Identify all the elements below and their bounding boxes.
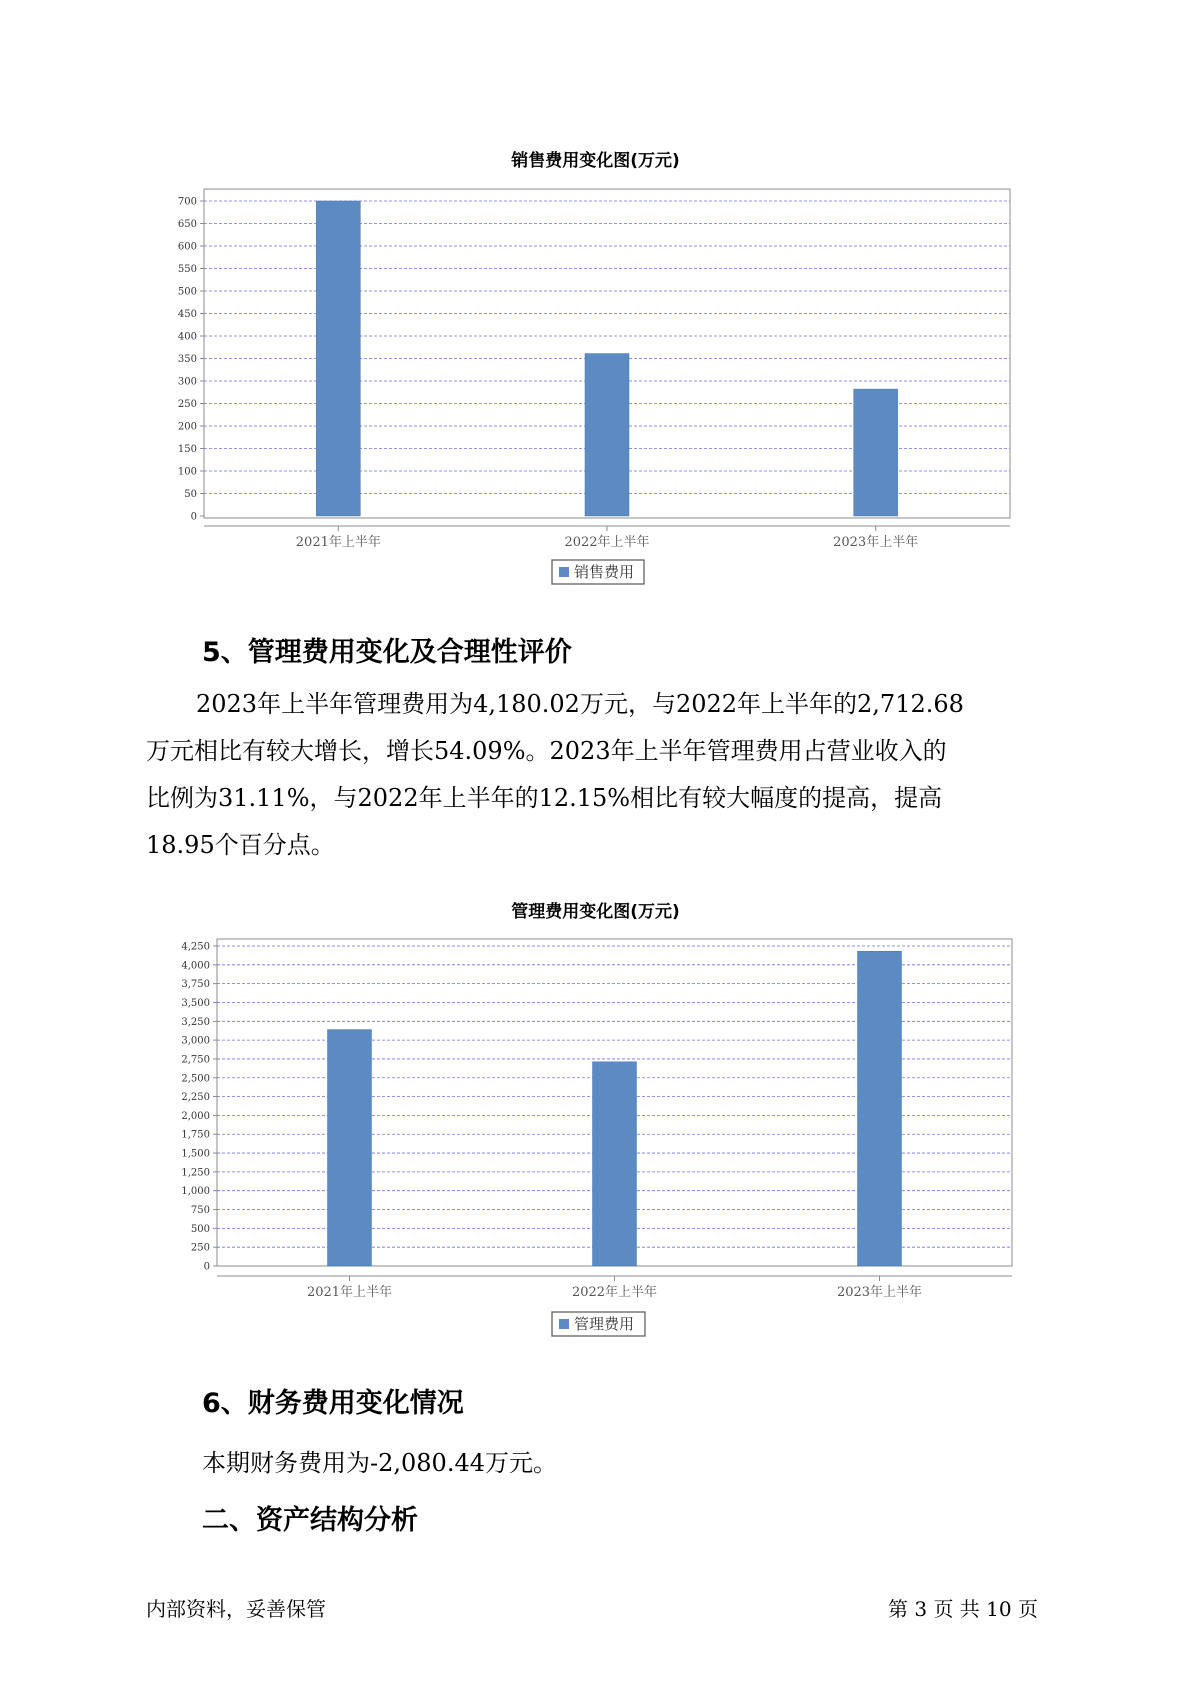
x-tick-label: 2022年上半年 xyxy=(564,535,650,550)
y-tick-label: 3,250 xyxy=(181,1016,210,1028)
paragraph-line: 18.95个百分点。 xyxy=(146,831,335,859)
section-6-text: 本期财务费用为-2,080.44万元。 xyxy=(202,1449,557,1477)
y-tick-label: 550 xyxy=(177,264,197,275)
footer-page-number: 第 3 页 共 10 页 xyxy=(888,1597,1038,1621)
y-tick-label: 1,750 xyxy=(181,1129,210,1141)
chart-title-admin-expense: 管理费用变化图(万元) xyxy=(511,902,680,922)
y-tick-label: 4,000 xyxy=(181,960,210,972)
chart-title-sales-expense: 销售费用变化图(万元) xyxy=(511,151,680,171)
y-tick-label: 150 xyxy=(177,444,197,455)
y-tick-label: 3,000 xyxy=(181,1035,210,1047)
y-tick-label: 250 xyxy=(177,399,197,410)
y-tick-label: 500 xyxy=(190,1223,210,1235)
footer-note: 内部资料，妥善保管 xyxy=(146,1597,326,1621)
y-tick-label: 3,500 xyxy=(181,997,210,1009)
y-tick-label: 100 xyxy=(177,466,197,478)
bar xyxy=(328,1030,372,1266)
x-tick-label: 2021年上半年 xyxy=(306,1285,393,1300)
y-tick-label: 350 xyxy=(177,354,197,365)
legend-label: 销售费用 xyxy=(574,563,635,581)
paragraph-line: 万元相比有较大增长，增长54.09%。2023年上半年管理费用占营业收入的 xyxy=(146,737,947,765)
y-tick-label: 750 xyxy=(190,1205,210,1217)
legend-swatch xyxy=(559,1319,569,1329)
x-tick-label: 2023年上半年 xyxy=(836,1285,923,1300)
y-tick-label: 3,750 xyxy=(181,979,210,991)
y-tick-label: 500 xyxy=(177,286,197,298)
y-tick-label: 2,500 xyxy=(181,1073,210,1085)
section-two-heading: 二、资产结构分析 xyxy=(202,1505,418,1536)
y-tick-label: 250 xyxy=(190,1242,210,1254)
legend-label: 管理费用 xyxy=(574,1315,635,1333)
y-tick-label: 50 xyxy=(184,489,197,500)
x-tick-label: 2022年上半年 xyxy=(571,1285,658,1300)
y-tick-label: 2,250 xyxy=(181,1092,210,1104)
y-tick-label: 600 xyxy=(177,241,197,253)
section-6-heading: 6、财务费用变化情况 xyxy=(202,1388,464,1419)
bar xyxy=(593,1062,637,1266)
y-tick-label: 0 xyxy=(190,511,197,523)
y-tick-label: 1,250 xyxy=(181,1167,210,1179)
y-tick-label: 650 xyxy=(177,219,197,230)
y-tick-label: 450 xyxy=(177,309,197,320)
y-tick-label: 1,500 xyxy=(181,1148,210,1160)
paragraph-line: 比例为31.11%，与2022年上半年的12.15%相比有较大幅度的提高，提高 xyxy=(146,784,943,812)
y-tick-label: 4,250 xyxy=(181,941,210,953)
y-tick-label: 2,000 xyxy=(181,1110,210,1122)
x-tick-label: 2021年上半年 xyxy=(295,535,381,550)
x-tick-label: 2023年上半年 xyxy=(833,535,919,550)
bar xyxy=(858,951,902,1266)
y-tick-label: 700 xyxy=(177,196,197,208)
y-tick-label: 300 xyxy=(177,376,197,388)
y-tick-label: 200 xyxy=(177,421,197,433)
y-tick-label: 0 xyxy=(203,1261,210,1273)
y-tick-label: 400 xyxy=(177,331,197,343)
y-tick-label: 1,000 xyxy=(181,1186,210,1198)
paragraph-line: 2023年上半年管理费用为4,180.02万元，与2022年上半年的2,712.68 xyxy=(196,690,964,718)
y-tick-label: 2,750 xyxy=(181,1054,210,1066)
section-5-heading: 5、管理费用变化及合理性评价 xyxy=(202,637,572,668)
